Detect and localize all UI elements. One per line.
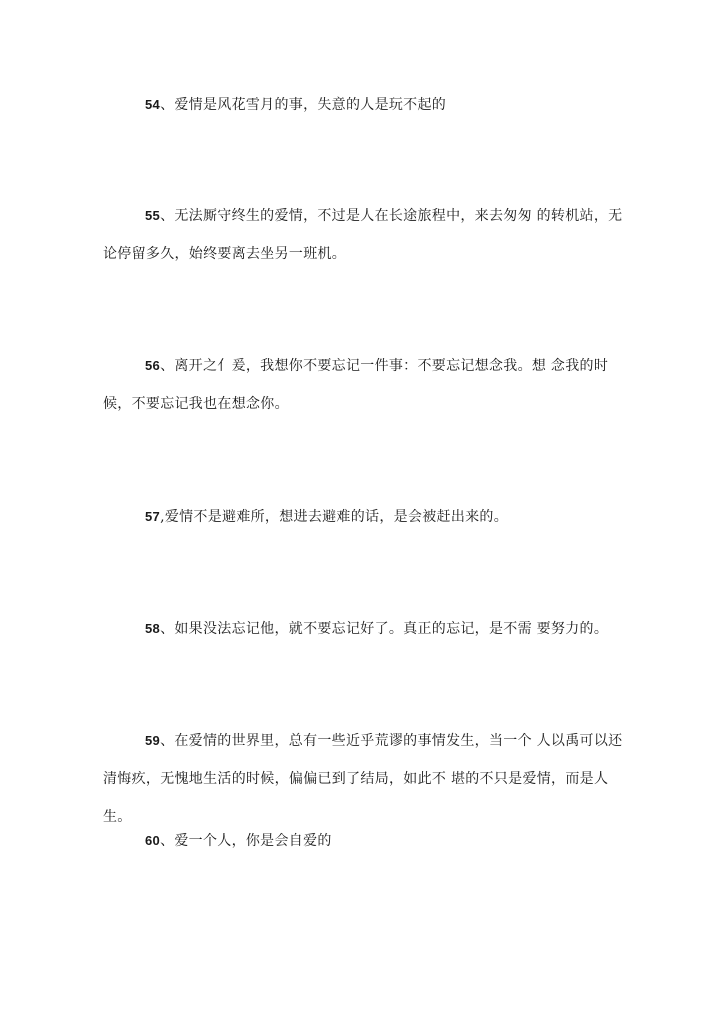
quote-59 bbox=[103, 722, 623, 836]
quote-57 bbox=[103, 498, 623, 536]
quote-text: 如果没法忘记他，就不要忘记好了。真正的忘记，是不需 要努力的。 bbox=[174, 621, 609, 637]
quote-number: 56 bbox=[145, 358, 161, 373]
quote-60 bbox=[103, 822, 623, 860]
quote-separator: 、 bbox=[160, 833, 175, 849]
quote-paragraph bbox=[103, 822, 623, 860]
quote-text: 爱一个人，你是会自爱的 bbox=[174, 833, 332, 849]
quote-text: 爱情是风花雪月的事，失意的人是玩不起的 bbox=[174, 97, 447, 113]
quote-paragraph bbox=[103, 86, 623, 124]
quote-number: 57 bbox=[145, 509, 161, 524]
quote-number: 55 bbox=[145, 208, 161, 223]
quote-text: 在爱情的世界里，总有一些近乎荒谬的事情发生，当一个 人以禹可以还清悔疚，无愧地生活的时候，偏偏已到了结局，如此不 堪的不只是爱情，而是人生。 bbox=[103, 733, 623, 825]
quote-separator: 、 bbox=[160, 733, 175, 749]
quote-text: 无法厮守终生的爱情，不过是人在长途旅程中，来去匆匆 的转机站，无论停留多久，始终要离去坐另一班机。 bbox=[103, 208, 623, 262]
quote-text: 爱情不是避难所，想进去避难的话，是会被赶出来的。 bbox=[164, 509, 509, 525]
quote-text: 离开之亻爰，我想你不要忘记一件事：不要忘记想念我。想 念我的时候，不要忘记我也在想念你。 bbox=[103, 358, 609, 412]
quote-58 bbox=[103, 610, 623, 648]
quote-separator: , bbox=[160, 509, 165, 525]
quote-separator: 、 bbox=[160, 358, 175, 374]
quote-paragraph bbox=[103, 610, 623, 648]
quote-paragraph bbox=[103, 347, 623, 423]
quote-55 bbox=[103, 197, 623, 273]
quote-number: 58 bbox=[145, 621, 161, 636]
quote-number: 54 bbox=[145, 97, 161, 112]
quote-number: 60 bbox=[145, 833, 161, 848]
quote-separator: 、 bbox=[160, 208, 175, 224]
quote-number: 59 bbox=[145, 733, 161, 748]
quote-54 bbox=[103, 86, 623, 124]
quote-paragraph bbox=[103, 498, 623, 536]
quote-paragraph bbox=[103, 197, 623, 273]
quote-separator: 、 bbox=[160, 621, 175, 637]
quote-paragraph bbox=[103, 722, 623, 836]
quote-56 bbox=[103, 347, 623, 423]
quote-separator: 、 bbox=[160, 97, 175, 113]
